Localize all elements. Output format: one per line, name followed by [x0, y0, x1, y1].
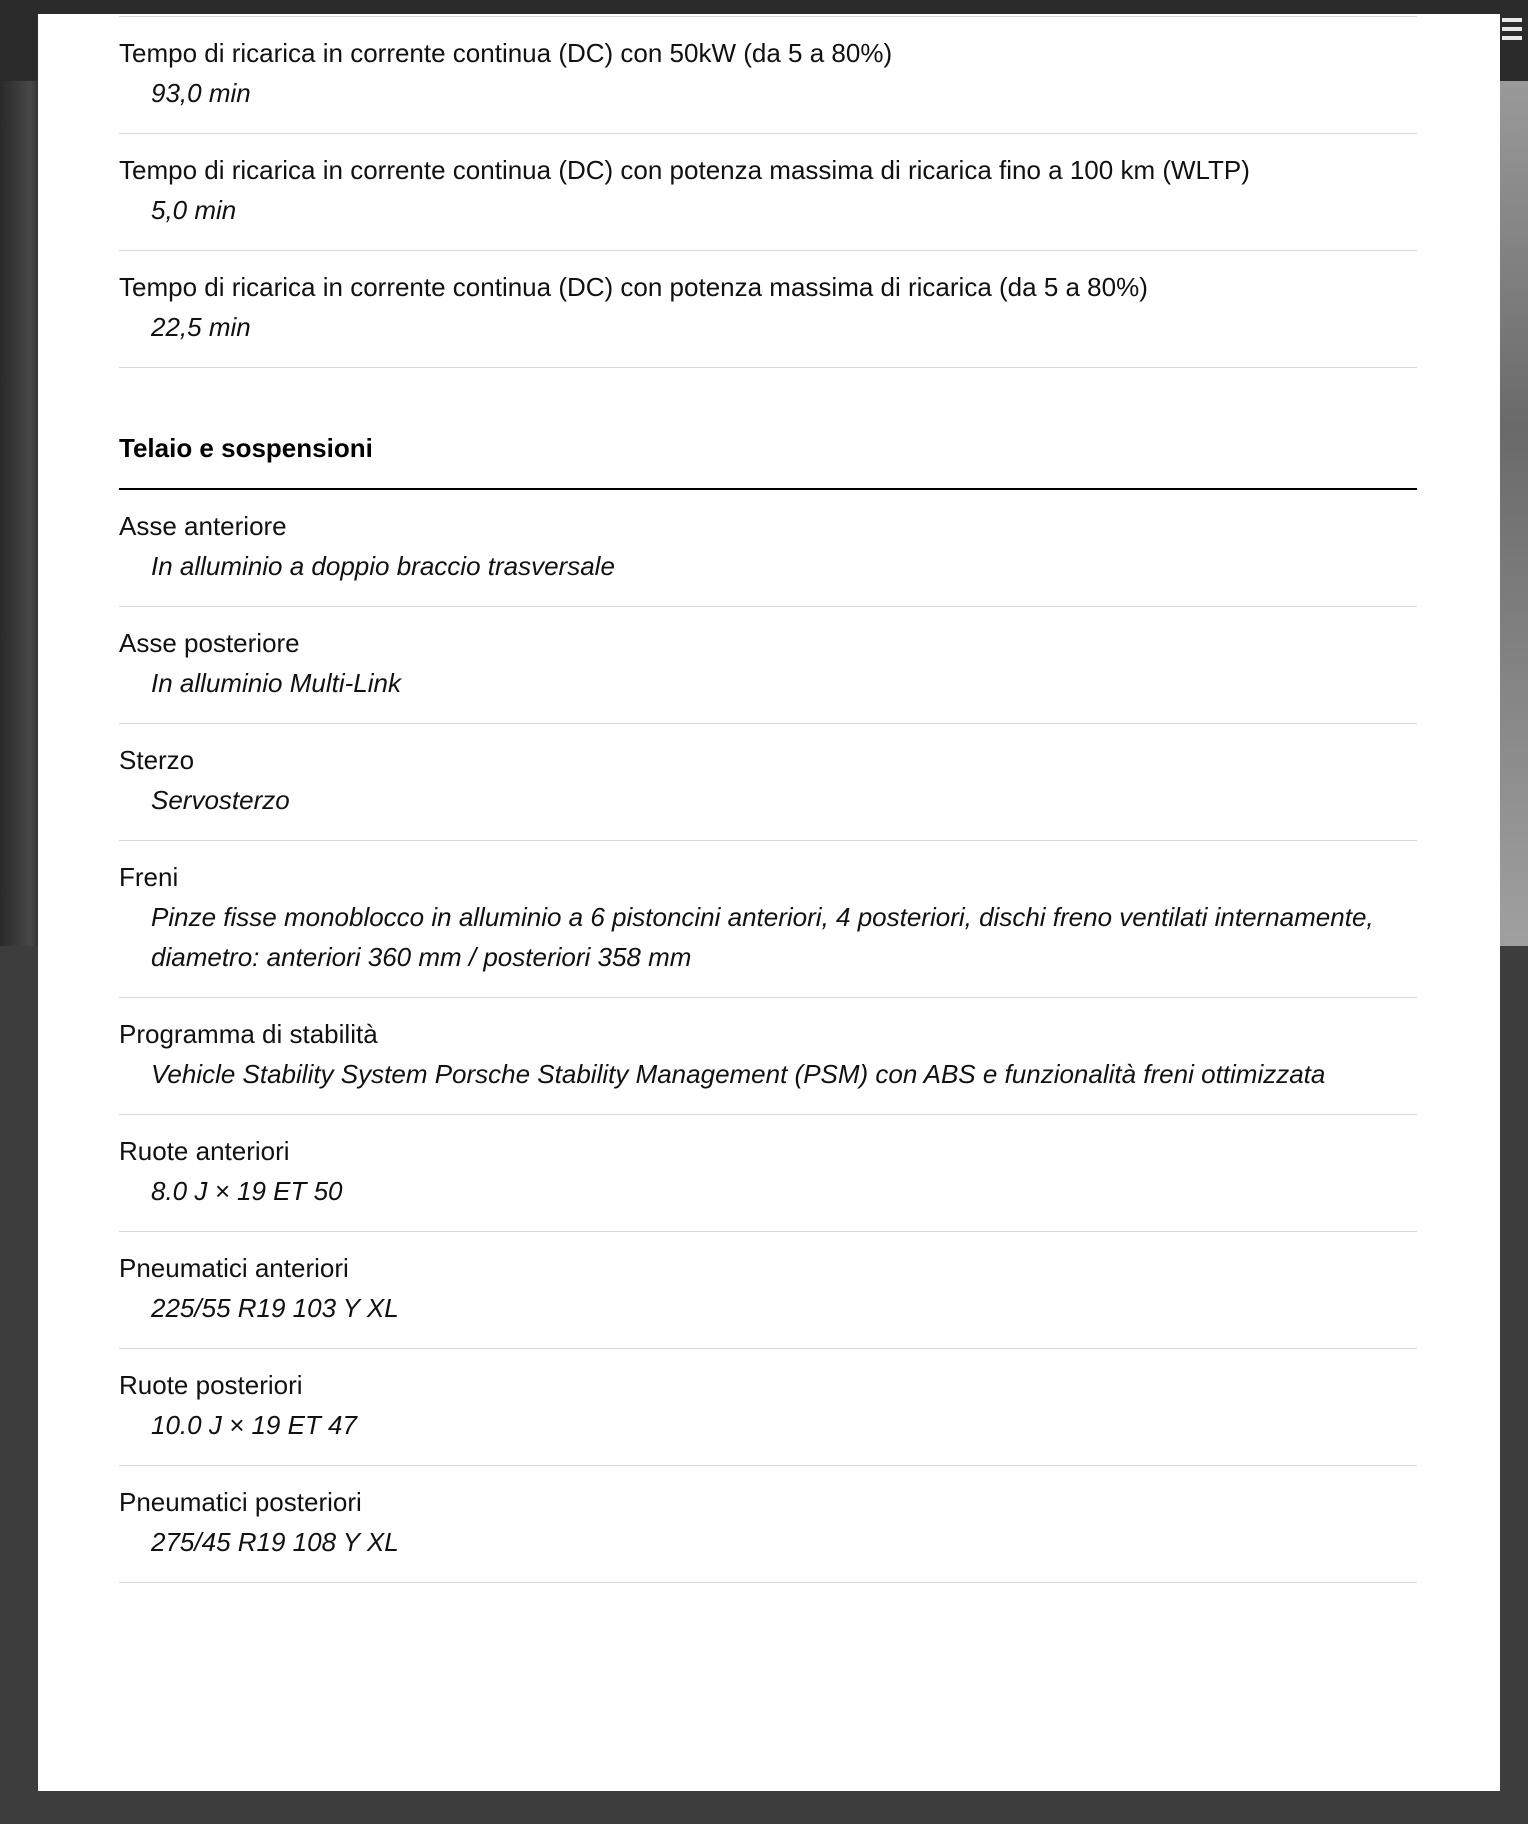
- spec-row: [119, 1349, 1417, 1466]
- spec-value: 93,0 min: [151, 78, 251, 108]
- spec-label: Asse anteriore: [119, 511, 287, 541]
- spec-value: Vehicle Stability System Porsche Stability Management (PSM) con ABS e funzionalità freni ottimizzata: [151, 1059, 1326, 1089]
- spec-value: 10.0 J × 19 ET 47: [151, 1410, 357, 1440]
- spec-label: Pneumatici anteriori: [119, 1253, 349, 1283]
- spec-row: [119, 607, 1417, 724]
- spec-row: [119, 17, 1417, 134]
- menu-icon[interactable]: [1502, 18, 1522, 44]
- spec-value: 275/45 R19 108 Y XL: [151, 1527, 399, 1557]
- spec-value: 8.0 J × 19 ET 50: [151, 1176, 343, 1206]
- spec-value: 22,5 min: [151, 312, 251, 342]
- spec-label: Tempo di ricarica in corrente continua (DC) con potenza massima di ricarica fino a 100 km (WLTP): [119, 155, 1250, 185]
- spec-row: [119, 724, 1417, 841]
- spec-row: [119, 998, 1417, 1115]
- spec-value: In alluminio a doppio braccio trasversale: [151, 551, 615, 581]
- spec-row: [119, 251, 1417, 368]
- spec-row: [119, 841, 1417, 998]
- spec-label: Tempo di ricarica in corrente continua (DC) con 50kW (da 5 a 80%): [119, 38, 893, 68]
- specifications-modal: [38, 14, 1500, 1791]
- spec-label: Tempo di ricarica in corrente continua (DC) con potenza massima di ricarica (da 5 a 80%): [119, 272, 1148, 302]
- spec-value: Pinze fisse monoblocco in alluminio a 6 pistoncini anteriori, 4 posteriori, dischi freno ventilati internamente, diametro: anteriori 360 mm / posteriori 358 mm: [151, 902, 1374, 972]
- spec-row: [119, 1115, 1417, 1232]
- hero-image-edge: [1498, 81, 1528, 946]
- section-title: Telaio e sospensioni: [119, 428, 1417, 490]
- spec-label: Asse posteriore: [119, 628, 300, 658]
- spec-label: Ruote posteriori: [119, 1370, 303, 1400]
- specifications-list: [119, 14, 1417, 1583]
- spec-label: Ruote anteriori: [119, 1136, 290, 1166]
- spec-row: [119, 1466, 1417, 1583]
- spec-value: Servosterzo: [151, 785, 290, 815]
- spec-label: Programma di stabilità: [119, 1019, 378, 1049]
- spec-row: [119, 490, 1417, 607]
- spec-row: [119, 1232, 1417, 1349]
- spec-label: Pneumatici posteriori: [119, 1487, 362, 1517]
- spec-value: 225/55 R19 103 Y XL: [151, 1293, 399, 1323]
- spec-value: In alluminio Multi-Link: [151, 668, 401, 698]
- spec-label: Sterzo: [119, 745, 195, 775]
- spec-row: [119, 134, 1417, 251]
- spec-value: 5,0 min: [151, 195, 237, 225]
- spec-label: Freni: [119, 862, 179, 892]
